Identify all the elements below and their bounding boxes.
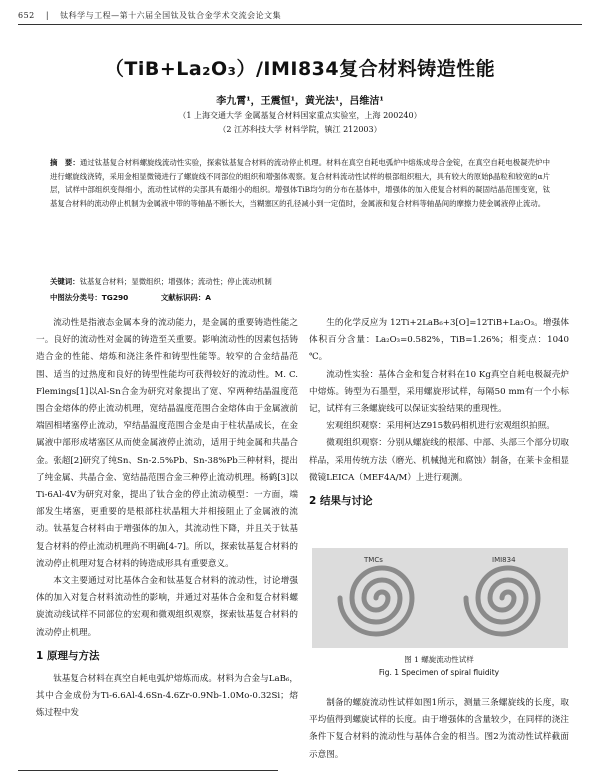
intro-paragraph: 流动性是指液态金属本身的流动能力，是金属的重要铸造性能之一。良好的流动性对金属的铸造至关重要。影响流动性的因素包括铸造合金的性能、熔炼和浇注条件和铸型性能等。较窄的合金结晶范围、适当的过热度和良好的铸型性能均可获得较好的流动性。M. C. Flemings[1]以Al-Sn合金为研究对象提出了宽、窄两种结晶温度范围合金熔体的停止流动机理，宽结晶温度范围合金熔体由于金属液前端固相堵塞停止流动，窄结晶温度范围合金是由于柱状晶成长，在金属液中部形成堵塞区从而使金属液停止流动，适用于纯金属和共晶合金。张超[2]研究了纯Sn、Sn-2.5%Pb、Sn-38%Pb三种材料，提出了纯金属、共晶合金、宽结晶范围合金三种停止流动机理。杨鹤[3]以Ti-6Al-4V为研究对象，提出了钛合金的停止流动模型：一方面，端部发生堵塞，更重要的是根部柱状晶粗大并相接阻止了金属液的流动。钛基复合材料由于增强体的加入，其流动性下降，并且关于钛基复合材料的停止流动机理尚不明确[4-7]。所以，探索钛基复合材料的流动停止机理对复合材料的铸造成形具有重要意义。 bbox=[36, 318, 298, 569]
figure-label-imi834: IMI834 bbox=[492, 556, 516, 564]
spiral-specimen-figure bbox=[312, 548, 568, 648]
method-paragraph: 钛基复合材料在真空自耗电弧炉熔炼而成。材料为合金与LaB₆，其中合金成份为Ti-6.6Al-4.6Sn-4.6Zr-0.9Nb-1.0Mo-0.32Si；熔炼过程中发 bbox=[36, 674, 298, 719]
section-heading-1: 1 原理与方法 bbox=[36, 649, 100, 662]
spiral-photo bbox=[312, 548, 568, 648]
page-number: 652 bbox=[18, 11, 35, 20]
figure-label-tmcs: TMCs bbox=[364, 556, 383, 564]
running-header: 652 | 钛科学与工程—第十六届全国钛及钛合金学术交流会论文集 bbox=[18, 11, 282, 20]
keywords-label: 关键词： bbox=[50, 277, 80, 286]
clc-number: 中图法分类号：TG290 bbox=[50, 293, 129, 302]
keywords-text: 钛基复合材料；显微组织；增强体；流动性；停止流动机制 bbox=[79, 277, 272, 286]
figure-caption-cn: 图 1 螺旋流动性试样 bbox=[404, 655, 474, 664]
section-heading-2: 2 结果与讨论 bbox=[309, 495, 373, 508]
classification bbox=[50, 292, 241, 303]
right-column bbox=[309, 315, 569, 516]
document-code: 文献标识码：A bbox=[160, 293, 211, 302]
paper-title: （TiB+La₂O₃）/IMI834复合材料铸造性能 bbox=[104, 58, 496, 80]
left-column bbox=[36, 315, 298, 723]
keywords bbox=[50, 276, 550, 287]
macro-paragraph: 宏观组织观察：采用柯达Z915数码相机进行宏观组织拍照。 bbox=[326, 421, 555, 432]
footnote-rule bbox=[18, 770, 278, 771]
abstract-text: 通过钛基复合材料螺旋线流动性实验，探索钛基复合材料的流动停止机理。材料在真空自耗电弧炉中熔炼成母合金锭，在真空自耗电极凝壳炉中进行螺旋线浇铸，采用金相显微镜进行了螺旋线不同部位的组织和增强体观察。复合材料流动性试样的根部组织粗大，具有较大的原始β晶粒和较宽的α片层，试样中部组织变得细小，流动性试样的尖部具有最细小的组织。增强体TiB均匀的分布在基体中，增强体的加入使复合材料的凝固结晶范围变宽，钛基复合材料的流动停止机制为金属液中带的等轴晶不断长大，当糊塞区的孔径减小到一定值时，金属液和复合材料等轴晶间的摩擦力使金属液停止流动。 bbox=[50, 158, 550, 208]
affiliation-2: （2 江苏科技大学 材料学院，镇江 212003） bbox=[218, 125, 382, 134]
author-list: 李九霄¹，王震恒¹，黄光法¹，吕维洁¹ bbox=[216, 96, 384, 107]
right-column-bottom bbox=[309, 695, 569, 764]
micro-paragraph: 微观组织观察：分别从螺旋线的根部、中部、头部三个部分切取样品，采用传统方法（磨光、机械抛光和腐蚀）制备，在莱卡金相显微镜LEICA（MEF4A/M）上进行观测。 bbox=[309, 438, 569, 483]
aim-paragraph: 本文主要通过对比基体合金和钛基复合材料的流动性，讨论增强体的加入对复合材料流动性的影响，并通过对基体合金和复合材料螺旋流动线试样不同部位的宏观和微观组织观察，探索钛基复合材料的流动停止机理。 bbox=[36, 576, 298, 638]
fluidity-paragraph: 流动性实验：基体合金和复合材料在10 Kg真空自耗电极凝壳炉中熔炼。铸型为石墨型，采用螺旋形试样，每隔50 mm有一个小标记，试样有三条螺旋线可以保证实验结果的重现性。 bbox=[309, 369, 569, 415]
affiliation-1: （1 上海交通大学 金属基复合材料国家重点实验室，上海 200240） bbox=[178, 111, 422, 120]
result-paragraph: 制备的螺旋流动性试样如图1所示，测量三条螺旋线的长度，取平均值得到螺旋试样的长度。由于增强体的含量较少，在同样的浇注条件下复合材料的流动性与基体合金的相当。图2为流动性试样截面示意图。 bbox=[309, 698, 569, 760]
journal-title: 钛科学与工程—第十六届全国钛及钛合金学术交流会论文集 bbox=[60, 11, 282, 20]
abstract-label: 摘 要： bbox=[50, 158, 80, 167]
figure-caption-en: Fig. 1 Specimen of spiral fluidity bbox=[378, 668, 500, 677]
header-rule bbox=[18, 24, 582, 25]
abstract bbox=[50, 156, 550, 210]
reaction-paragraph: 生的化学反应为 12Ti+2LaB₆+3[O]=12TiB+La₂O₃。增强体体积百分含量：La₂O₃=0.582%，TiB=1.26%；相变点：1040 ℃。 bbox=[309, 318, 569, 363]
